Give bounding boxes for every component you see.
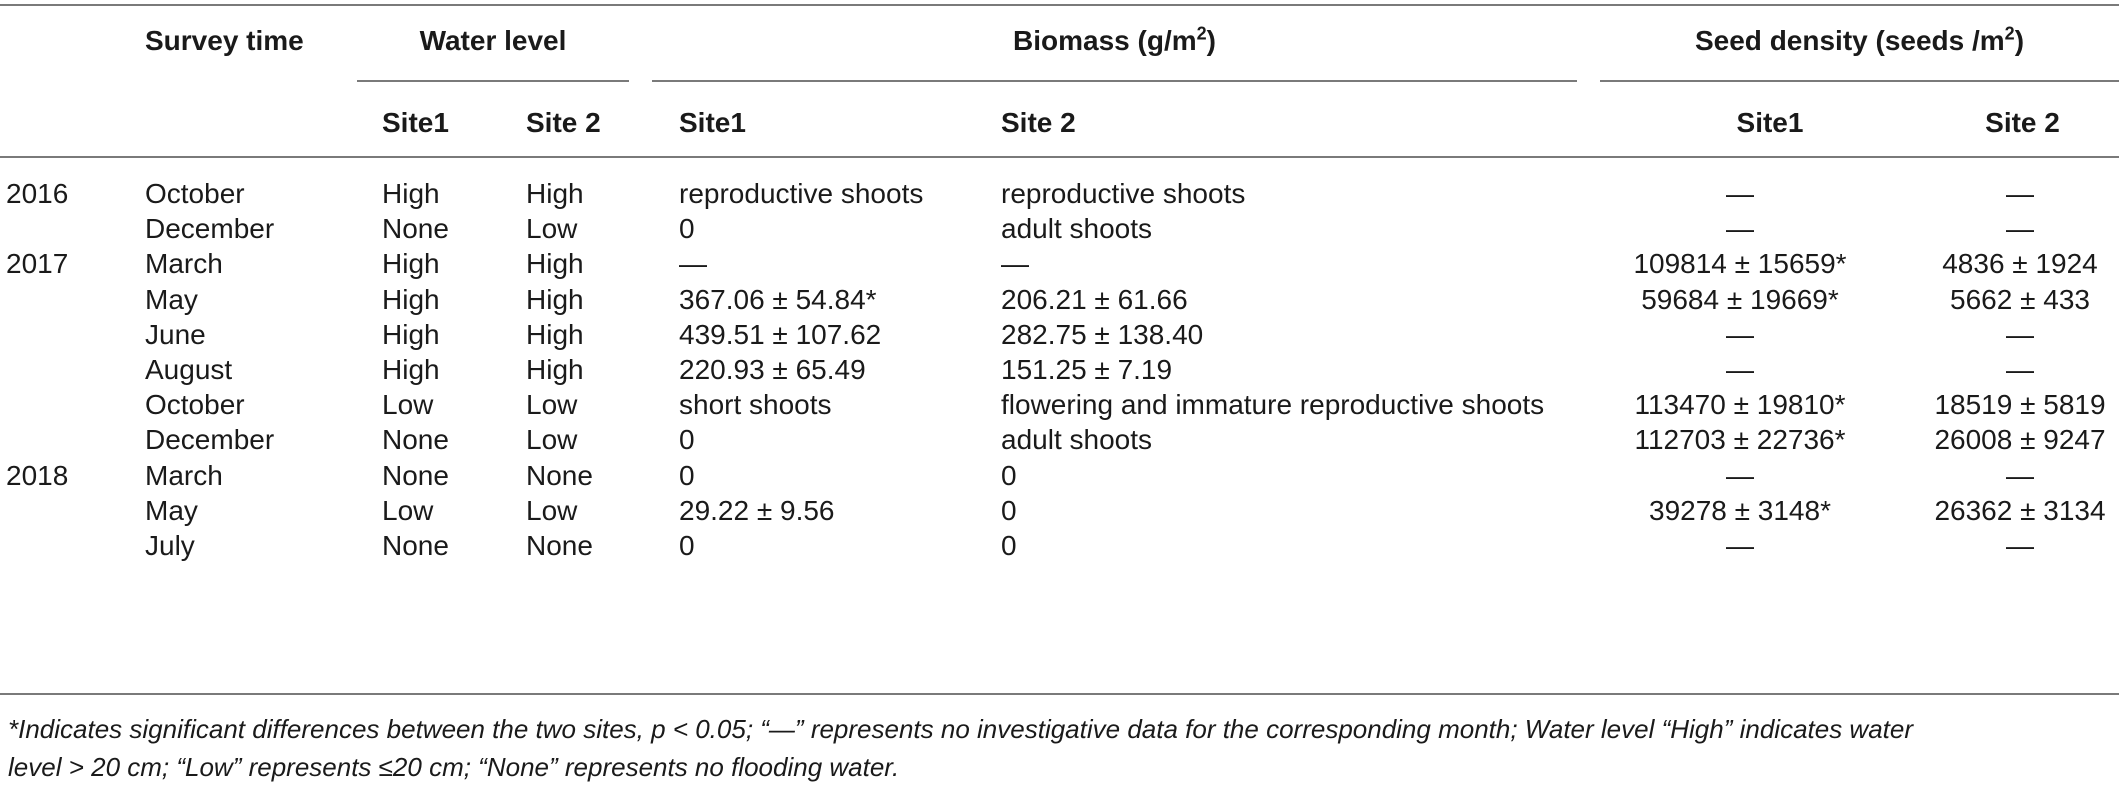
cell-wl2: High [526,318,584,350]
cell-wl2: High [526,354,584,385]
cell-wl2: None [526,459,593,491]
cell-sd1: 59684 ± 19669* [1641,283,1839,315]
header-bottom-rule [0,156,2119,158]
cell-bm1: — [679,248,707,280]
seed-sup: 2 [2004,23,2015,44]
biomass-post: ) [1206,25,1216,56]
cell-year: 2016 [6,178,69,209]
cell-month: March [145,248,223,280]
cell-wl1: High [382,283,440,315]
cell-wl1: None [382,530,449,561]
cell-wl1: High [382,178,440,209]
cell-month: December [145,213,275,245]
seed-pre: Seed density (seeds /m [1694,25,2005,56]
table-footnote [8,710,2108,786]
cell-year: 2017 [6,248,69,280]
header-wl-site2: Site 2 [526,107,601,138]
cell-sd2: — [2006,459,2034,491]
cell-bm2: 0 [1001,494,1017,526]
cell-sd1: 113470 ± 19810* [1634,389,1846,421]
cell-year: 2018 [6,459,69,491]
header-water-level: Water level [419,25,567,56]
cell-sd2: 5662 ± 433 [1950,283,2090,315]
cell-sd1: 109814 ± 15659* [1633,248,1847,280]
cell-wl1: None [382,459,449,491]
cell-month: August [145,354,233,385]
cell-sd1: — [1726,459,1754,491]
cell-sd2: 18519 ± 5819 [1934,389,2106,421]
footnote-line-1: *Indicates significant differences between the two sites, p < 0.05; “—” represents no investigative data for the corresponding month; Water level “High” indicates water [8,714,1914,744]
cell-sd1: 112703 ± 22736* [1634,424,1846,456]
cell-month: May [145,283,198,315]
seed-density-subrule [1600,80,2119,82]
cell-wl1: None [382,424,449,456]
cell-sd2: — [2006,318,2034,350]
footnote-line-2: level > 20 cm; “Low” represents ≤20 cm; “None” represents no flooding water. [8,752,900,782]
cell-sd1: — [1726,213,1754,245]
cell-month: December [145,424,275,456]
cell-sd2: — [2006,530,2034,561]
cell-bm1: 439.51 ± 107.62 [679,318,882,350]
cell-wl2: High [526,283,584,315]
cell-sd2: 4836 ± 1924 [1942,248,2098,280]
cell-bm2: reproductive shoots [1001,178,1246,209]
cell-sd1: — [1726,354,1754,385]
cell-bm1: 220.93 ± 65.49 [679,354,866,385]
cell-sd1: — [1726,318,1754,350]
cell-bm1: 0 [679,530,695,561]
cell-sd1: 39278 ± 3148* [1649,494,1831,526]
cell-sd2: — [2006,178,2034,209]
cell-wl2: None [526,530,593,561]
cell-bm2: adult shoots [1001,424,1152,456]
cell-sd2: 26362 ± 3134 [1934,494,2106,526]
cell-bm1: 0 [679,213,695,245]
biomass-pre: Biomass (g/m [1013,25,1197,56]
cell-wl2: High [526,178,584,209]
cell-sd1: — [1726,178,1754,209]
cell-bm2: 282.75 ± 138.40 [1001,318,1204,350]
top-rule [0,4,2119,6]
header-sd-site1: Site1 [1736,107,1804,138]
cell-wl1: High [382,354,440,385]
cell-sd2: 26008 ± 9247 [1934,424,2106,456]
biomass-sup: 2 [1196,23,1207,44]
cell-wl2: Low [526,213,578,245]
cell-bm1: 0 [679,424,695,456]
cell-month: July [145,530,195,561]
cell-bm2: 206.21 ± 61.66 [1001,283,1188,315]
header-survey-time: Survey time [145,25,304,56]
header-biomass [652,24,1577,58]
cell-bm1: 29.22 ± 9.56 [679,494,835,526]
cell-bm2: 151.25 ± 7.19 [1001,354,1173,385]
cell-sd1: — [1726,530,1754,561]
cell-bm2: flowering and immature reproductive shoots [1001,389,1545,421]
cell-bm1: short shoots [679,389,832,421]
cell-wl2: Low [526,424,578,456]
biomass-subrule [652,80,1577,82]
cell-bm2: 0 [1001,530,1017,561]
cell-bm1: 367.06 ± 54.84* [679,283,877,315]
cell-bm1: 0 [679,459,695,491]
cell-wl1: None [382,213,449,245]
cell-bm1: reproductive shoots [679,178,924,209]
cell-wl1: Low [382,389,434,421]
body-bottom-rule [0,693,2119,695]
cell-month: October [145,389,245,421]
cell-wl1: High [382,318,440,350]
cell-wl1: Low [382,494,434,526]
cell-bm2: — [1001,248,1029,280]
header-sd-site2: Site 2 [1985,107,2060,138]
cell-wl2: Low [526,389,578,421]
cell-wl2: High [526,248,584,280]
header-bm-site1: Site1 [679,107,746,138]
seed-post: ) [2014,25,2025,56]
cell-month: May [145,494,198,526]
header-wl-site1: Site1 [382,107,449,138]
cell-sd2: — [2006,354,2034,385]
cell-wl2: Low [526,494,578,526]
cell-wl1: High [382,248,440,280]
cell-month: June [145,318,206,350]
cell-bm2: adult shoots [1001,213,1152,245]
water-level-subrule [357,80,629,82]
cell-month: October [145,178,245,209]
cell-month: March [145,459,223,491]
cell-bm2: 0 [1001,459,1017,491]
header-seed-density [1600,24,2119,58]
header-bm-site2: Site 2 [1001,107,1076,138]
cell-sd2: — [2006,213,2034,245]
